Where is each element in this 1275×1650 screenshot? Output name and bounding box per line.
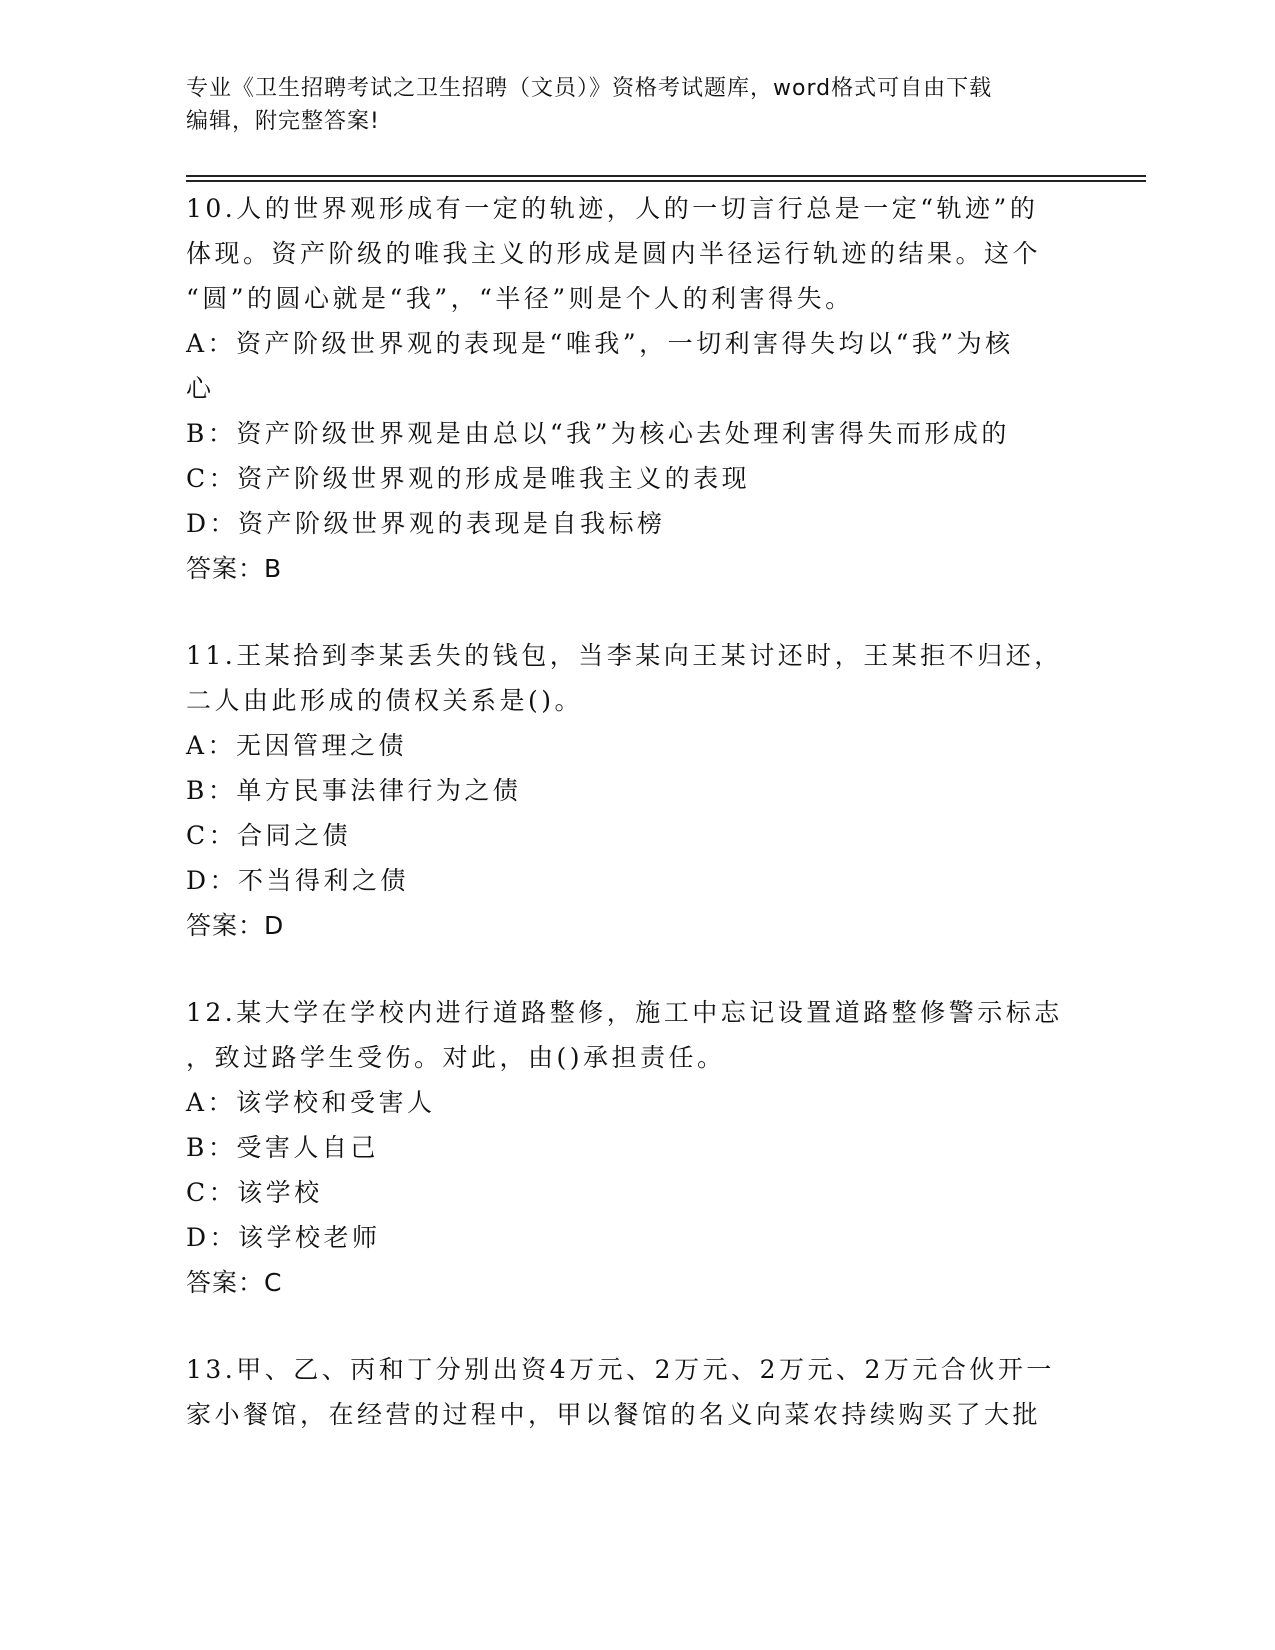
option-a: A：该学校和受害人	[186, 1088, 436, 1117]
option-d: D：不当得利之债	[186, 866, 410, 895]
answer-label: 答案：B	[186, 554, 283, 583]
document-header	[186, 72, 1066, 138]
option-c: C：合同之债	[186, 821, 352, 850]
option-a-continued: 心	[186, 374, 215, 403]
option-a: A：资产阶级世界观的表现是“唯我”，一切利害得失均以“我”为核	[186, 329, 1014, 358]
option-b: B：资产阶级世界观是由总以“我”为核心去处理利害得失而形成的	[186, 419, 1010, 448]
question-stem-line: 10.人的世界观形成有一定的轨迹，人的一切言行总是一定“轨迹”的	[186, 194, 1039, 223]
option-d: D：该学校老师	[186, 1223, 381, 1252]
answer-label: 答案：C	[186, 1268, 283, 1297]
question-stem-line: 体现。资产阶级的唯我主义的形成是圆内半径运行轨迹的结果。这个	[186, 239, 1042, 268]
question-list	[186, 186, 1086, 1479]
question-stem-line: “圆”的圆心就是“我”，“半径”则是个人的利害得失。	[186, 284, 854, 313]
question-stem-line: 13.甲、乙、丙和丁分别出资4万元、2万元、2万元、2万元合伙开一	[186, 1355, 1055, 1384]
answer-label: 答案：D	[186, 911, 285, 940]
question-10	[186, 186, 1086, 591]
header-line-2: 编辑，附完整答案!	[186, 109, 380, 134]
option-b: B：受害人自己	[186, 1133, 379, 1162]
header-divider-bottom	[186, 180, 1146, 182]
option-c: C：该学校	[186, 1178, 323, 1207]
option-c: C：资产阶级世界观的形成是唯我主义的表现	[186, 464, 751, 493]
option-d: D：资产阶级世界观的表现是自我标榜	[186, 509, 666, 538]
question-stem-line: 二人由此形成的债权关系是()。	[186, 686, 584, 715]
question-13	[186, 1347, 1086, 1437]
question-stem-line: 家小餐馆，在经营的过程中，甲以餐馆的名义向菜农持续购买了大批	[186, 1400, 1042, 1429]
question-stem-line: 11.王某拾到李某丢失的钱包，当李某向王某讨还时，王某拒不归还，	[186, 641, 1063, 670]
question-12	[186, 990, 1086, 1305]
question-stem-line: ，致过路学生受伤。对此，由()承担责任。	[186, 1043, 726, 1072]
option-a: A：无因管理之债	[186, 731, 408, 760]
question-11	[186, 633, 1086, 948]
question-stem-line: 12.某大学在学校内进行道路整修，施工中忘记设置道路整修警示标志	[186, 998, 1063, 1027]
header-line-1: 专业《卫生招聘考试之卫生招聘（文员）》资格考试题库，word格式可自由下载	[186, 76, 993, 101]
option-b: B：单方民事法律行为之债	[186, 776, 522, 805]
header-divider-top	[186, 175, 1146, 177]
